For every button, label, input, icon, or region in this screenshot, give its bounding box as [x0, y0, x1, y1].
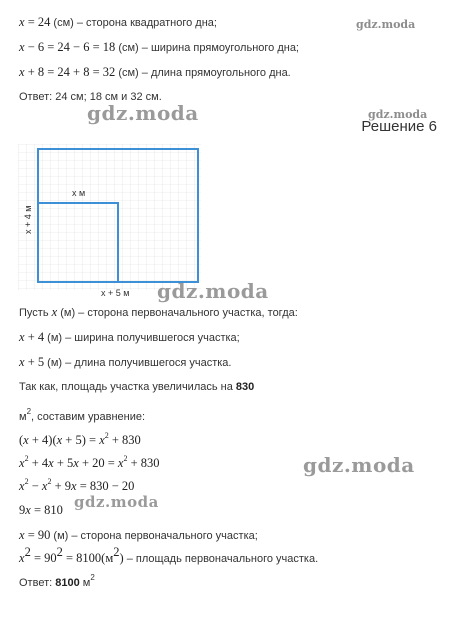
- equation-1: $(x + 4)(x + 5) = x^2 + 830$: [19, 430, 141, 447]
- watermark: gdz.moda: [303, 453, 415, 477]
- grid-background: [18, 144, 201, 290]
- area-figure: [18, 144, 201, 290]
- solution-width: x + 4 (м) – ширина получившегося участка;: [19, 330, 240, 344]
- text-side-square: x = 24 (см) – сторона квадратного дна;: [19, 15, 217, 29]
- answer-top: Ответ: 24 см; 18 см и 32 см.: [19, 91, 162, 103]
- equation-4: 9x = 810: [19, 503, 63, 517]
- solution-length: x + 5 (м) – длина получившегося участка.: [19, 355, 232, 369]
- label-width-x4: х + 4 м: [23, 205, 33, 234]
- solution-area: Так как, площадь участка увеличилась на 830: [19, 381, 255, 393]
- watermark: gdz.moda: [157, 279, 269, 303]
- watermark: gdz.moda: [368, 108, 428, 121]
- watermark: gdz.moda: [87, 101, 199, 125]
- label-length-x5-text: х + 5 м: [101, 288, 130, 298]
- watermark: gdz.moda: [74, 493, 159, 511]
- watermark: gdz.moda: [356, 18, 416, 31]
- label-side-x: х м: [72, 188, 86, 198]
- equation-3: $x^2 - x^2 + 9x = 830 - 20$: [19, 476, 135, 493]
- answer-final: Ответ: 8100 $м^2$: [19, 573, 95, 589]
- text-length-rect: x + 8 = 24 + 8 = 32 (см) – длина прямоугольного дна.: [19, 65, 291, 79]
- equation-2: $x^2 + 4x + 5x + 20 = x^2 + 830$: [19, 453, 160, 470]
- solution-intro: Пусть x (м) – сторона первоначального участка, тогда:: [19, 305, 298, 319]
- section-title: Решение 6: [361, 118, 437, 135]
- text-width-rect: x − 6 = 24 − 6 = 18 (см) – ширина прямоугольного дна;: [19, 40, 299, 54]
- result-area: $x^2 = 90^2 = 8100(м^2)$ – площадь первоначального участка.: [19, 545, 319, 565]
- solution-area-unit: $м^2$, составим уравнение:: [19, 407, 146, 423]
- result-side: x = 90 (м) – сторона первоначального участка;: [19, 528, 258, 542]
